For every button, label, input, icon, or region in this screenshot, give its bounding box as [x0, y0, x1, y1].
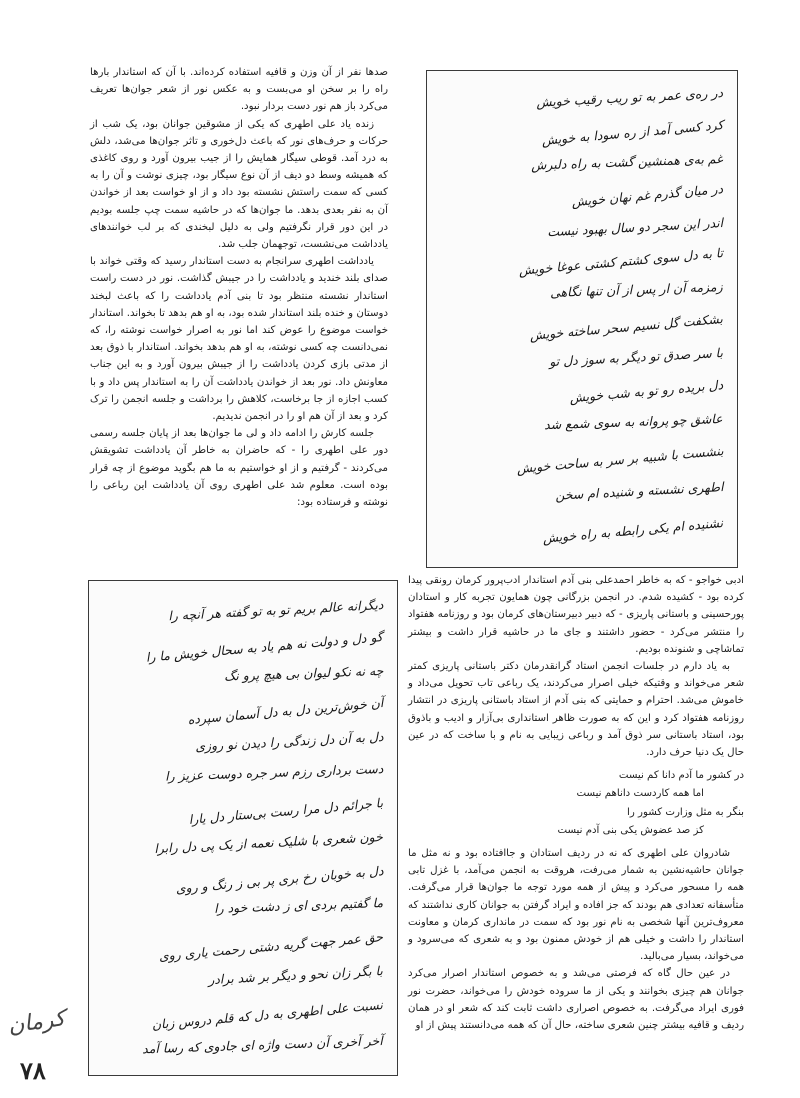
- paragraph: زنده یاد علی اطهری که یکی از مشوقین جوانان بود، یک شب از حرکات و حرف‌های نور که باعث دل‌خوری و تاثر جوان‌ها می‌شد، دلش به درد آمد. قوطی سیگار همایش را از جیب بیرون آورد و روی کاغذی که همیشه وسط دو دیف از آن نوع سیگار بود، چیزی نوشت و آن را به کسی که سمت راستش نشسته بود داد و از او خواست بعد از خواندن آن به نفر بعدی بدهد. ما جوان‌ها که در حاشیه سمت چپ جلسه بودیم در این دور قرار نگرفتیم ولی به دلیل لبخندی که بر لب خوانندها‌ی یادداشت می‌نشست، توجهمان جلب شد.: [90, 118, 388, 251]
- handwritten-manuscript-top: [426, 70, 738, 568]
- paragraph: شادروان علی اطهری که نه در ردیف استادان و جاافتاده بود و نه مثل ما جوانان حاشیه‌نشین به شمار می‌رفت، هروقت به انجمن می‌آمد، با غزل تابی همه را مسحور می‌کرد و پیش از همه مورد توجه ما جوان‌ها قرار می‌گرفت. متأسفانه تعدادی هم بودند که جز افاده و ایراد گرفتن به جوانان کاری نداشتند که معروف‌ترین آنها شخصی به نام نور بود که سمت در مانداری کرمان و معاونت استاندار را داشت و خیلی هم از خودش ممنون بود و به شعری که می‌سرود و می‌خواند، بسیار می‌بالید.: [408, 848, 744, 963]
- handwritten-line: اندر این سجر دو سال بهبود نیست: [546, 215, 724, 240]
- handwritten-line: آن خوش‌ترین دل به دل آسمان سپرده: [186, 695, 384, 728]
- handwritten-line: چه نه نکو لیوان بی هیچ پرو نگ: [223, 663, 384, 684]
- handwritten-line: دل بریده رو تو به شب خویش: [568, 377, 724, 406]
- handwritten-line: با بگر زان نحو و دیگر بر شد برادر: [208, 963, 384, 988]
- handwritten-line: در میان گذرم غم نهان خویش: [571, 181, 724, 210]
- handwritten-line: آخر آخری آن دست واژه ای جادوی که رسا آمد: [142, 1033, 384, 1057]
- handwritten-line: بشکفت گل نسیم سحر ساخته خویش: [529, 311, 724, 343]
- handwritten-line: غم به‌ی همنشین گشت به راه دلبرش: [531, 151, 724, 173]
- handwritten-line: با سر صدق تو دیگر به سوز دل تو: [549, 345, 724, 370]
- paragraph: یادداشت اطهری سرانجام به دست استاندار رسید که وقتی خواند با صدای بلند خندید و یادداشت را در جیبش گذاشت. نور در دست راست استاندار نشسته منتظر بود تا بنی آدم یادداشت را که باعث لبخند دوستان و خنده بلند استاندار شده بود، به او هم بدهد تا بخواند. استاندار خواست موضوع را عوض کند اما نور به اصرار خواست نوشته را، که نمی‌دانست چه کسی نوشته، به او هم بدهد بخواند. استاندار با ذوق بعد از مدتی بازی کردن یادداشت را از جیبش بیرون آورد و به این جناب معاونش داد. نور بعد از خواندن یادداشت آن را به استاندار پس داد و با کسب اجازه از جا برخاست، کلاهش را برداشت و جلسه انجمن را ترک کرد و بعد از آن هم او را در انجمن ندیدیم.: [90, 256, 388, 423]
- handwritten-line: ما گفتیم بردی ای ز دشت خود را: [213, 895, 384, 916]
- handwritten-line: زمزمه آن ار پس از آن تنها نگاهی: [550, 279, 724, 301]
- handwritten-line: اطهری نشسته و شنیده ام سخن: [554, 479, 724, 503]
- poem-block: [408, 767, 744, 839]
- handwritten-line: دل به آن دل زندگی را دیدن نو روزی: [194, 729, 384, 754]
- handwritten-line: خون شعری با شلیک نعمه از یک پی دل رابرا: [154, 829, 384, 856]
- paragraph: به یاد دارم در جلسات انجمن استاد گرانقدرمان دکتر باستانی پاریزی کمتر شعر می‌خواند و وقتیکه خیلی اصرار می‌کردند، یک رباعی تاب تحویل می‌داد و خاموش می‌شد. احترام و حمایتی که بنی آدم از استاد باستانی پاریزی در انتشار روزنامه هفتواد کرد و این که به صورت ظاهر استانداری بی‌آزار و ادیب و باذوق بود، استاد باستانی سر ذوق آمد و رباعی زیبایی به نام و با ساخت که در عین حال یک دنیا حرف دارد.: [408, 661, 744, 759]
- poem-line: کز صد عضوش یکی بنی آدم نیست: [557, 824, 704, 836]
- handwritten-manuscript-bottom: [88, 580, 398, 1076]
- page-number: ۷۸: [20, 1056, 46, 1085]
- handwritten-line: عاشق چو پروانه به سوی شمع شد: [544, 411, 724, 433]
- left-text-column: [90, 64, 388, 511]
- handwritten-line: دل به خوبان رخ بری پر بی ز رنگ و روی: [174, 863, 384, 897]
- handwritten-line: در ره‌ی عمر به تو ریب رقیب خویش: [535, 85, 724, 110]
- handwritten-line: نشنیده ام یکی رابطه به راه خویش: [542, 515, 724, 546]
- handwritten-line: دیگرانه عالم بریم تو به تو گفته هر آنچه را: [167, 597, 384, 624]
- right-text-column: [408, 572, 744, 1034]
- handwritten-line: نسبت علی اطهری به دل که قلم دروس زبان: [151, 997, 384, 1033]
- handwritten-line: تا به دل سوی کشتم کشتی عوغا خویش: [518, 245, 724, 278]
- magazine-logo: کرمان: [6, 1006, 67, 1039]
- handwritten-line: گو دل و دولت نه هم یاد به سحال خویش ما را: [145, 629, 384, 665]
- handwritten-line: با جرائم دل مرا رست بی‌ستار دل یارا: [188, 795, 384, 827]
- poem-line: بنگر به مثل وزارت کشور را: [627, 806, 744, 818]
- paragraph: در عین حال گاه که فرصتی می‌شد و به خصوص استاندار اصرار می‌کرد جوانان هم چیزی بخوانند و یکی از ما سروده خودش را می‌خواند، حضرت نور فوری ایراد می‌گرفت. به خصوص اصراری داشت ثابت کند که شعر او در همان ردیف و قافیه بیشتر چنین شعری ساخته، حال آن که همه می‌دانستند پیش از او: [408, 968, 744, 1032]
- handwritten-line: حق عمر جهت گریه دشتی رحمت یاری روی: [158, 929, 384, 964]
- poem-line: در کشور ما آدم دانا کم نیست: [618, 770, 744, 782]
- paragraph: ادبی خواجو - که به خاطر احمدعلی بنی آدم استاندار ادب‌پرور کرمان رونقی پیدا کرده بود - کشیده شدم. در انجمن بزرگانی چون همایون تجربه کار و استادان پورحسینی و باستانی پاریزی - که دبیر دبیرستان‌های کرمان بود و روزنامه هفتواد را منتشر می‌کرد - حضور داشتند و جای ما در حاشیه قرار داشت و بیشتر تماشاچی و شنونده بودیم.: [408, 575, 744, 655]
- paragraph: جلسه کارش را ادامه داد و لی ما جوان‌ها بعد از پایان جلسه رسمی دور علی اطهری را - که حاضران به خاطر آن یادداشت تشویقش می‌کردند - گرفتیم و از او خواستیم به ما هم بگوید موضوع از چه قرار بوده است. معلوم شد علی اطهری روی آن یادداشت این رباعی را نوشته و فرستاده بود:: [90, 428, 388, 509]
- poem-line: اما همه کاردست داناهم نیست: [576, 788, 704, 800]
- handwritten-line: بنشست با شبیه بر سر به ساحت خویش: [515, 443, 724, 477]
- handwritten-line: دست برداری رزم سر جره دوست عزیز را: [164, 761, 384, 784]
- handwritten-line: کرد کسی آمد از ره سودا به خویش: [540, 117, 724, 148]
- paragraph: صدها نفر از آن وزن و قافیه استفاده کرده‌اند. با آن که استاندار بارها راه را بر سخن او می‌بست و به عکس نور از شعر جوان‌ها تعریف می‌کرد باز هم نور دست بردار نبود.: [90, 67, 388, 113]
